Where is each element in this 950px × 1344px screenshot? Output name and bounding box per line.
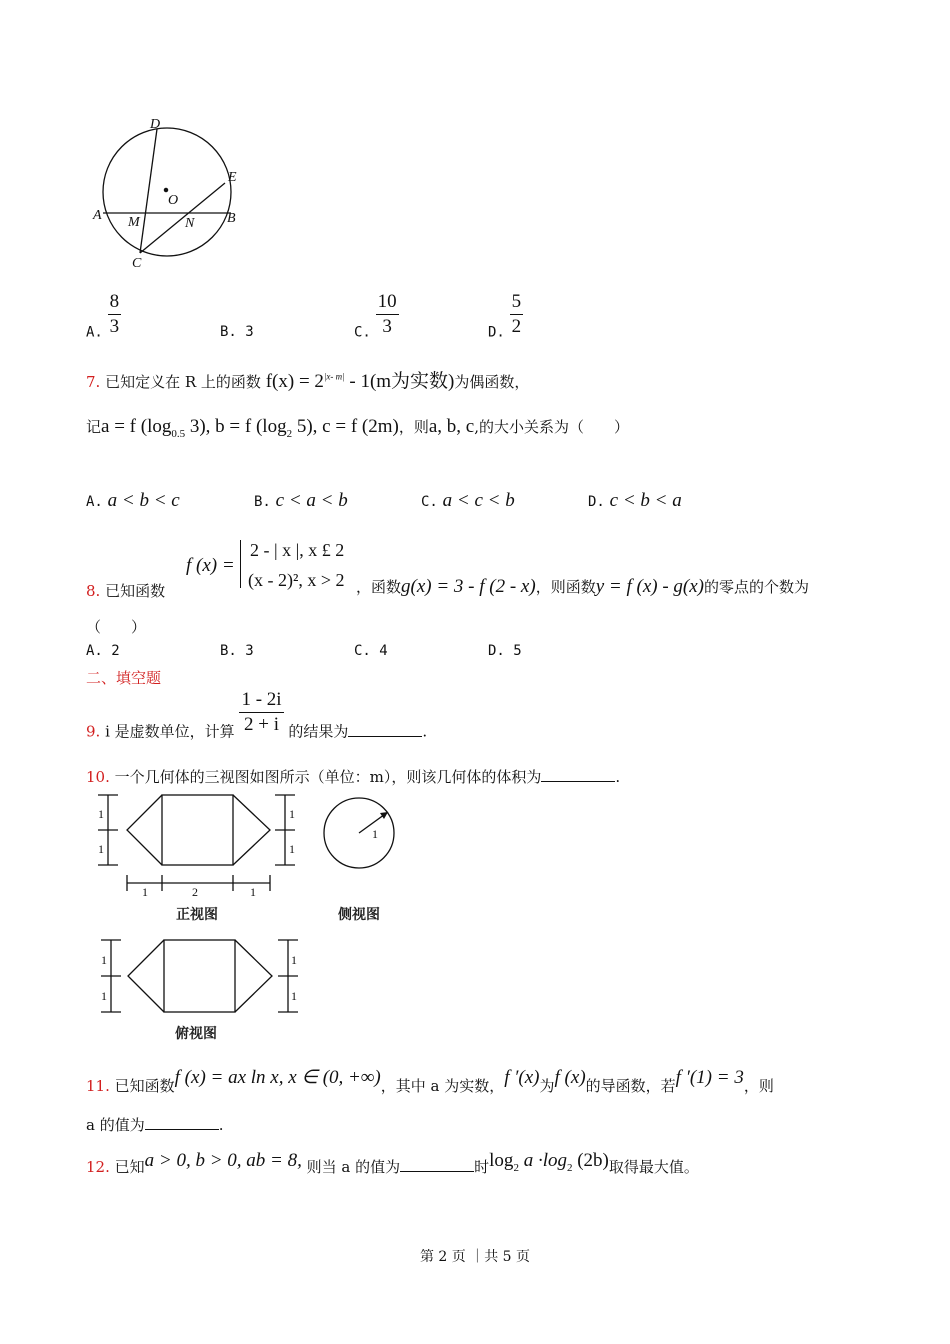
circle-geometry-figure [85,110,255,280]
svg-text:1: 1 [289,842,295,856]
svg-text:2: 2 [192,885,198,899]
svg-text:1: 1 [289,807,295,821]
q7-option-d[interactable]: D. c < b < a [588,490,682,511]
chord-dc [140,129,157,253]
q6-option-c[interactable]: C. $\frac{10}{3}$ [354,291,397,341]
svg-text:1: 1 [98,807,104,821]
label-n: N [185,216,195,231]
svg-text:1: 1 [98,842,104,856]
page-footer: 第 2 页 ｜共 5 页 [419,1249,531,1265]
label-o: O [168,193,179,208]
q8-number-prefix: 8. 已知函数 [86,582,166,600]
q6-option-a[interactable]: A. $\frac{8}{3}$ [86,291,120,341]
q8-answer-paren: （ ） [86,618,147,636]
q8-option-c[interactable]: C. 4 [354,643,388,659]
label-m: M [128,215,140,230]
fraction: $\frac{1 - 2i}{2 + i}$ [241,689,282,735]
svg-text:1: 1 [101,953,107,967]
side-view-label: 侧视图 [338,908,380,923]
q6-option-b[interactable]: B. 3 [220,324,254,340]
chord-ce [140,183,225,253]
label-e: E [228,170,237,185]
top-view-label: 俯视图 [175,1027,217,1042]
svg-text:1: 1 [101,989,107,1003]
q11-line1: 11. 已知函数f (x) = ax ln x, x ∈ (0, +∞)，其中 a 为实数，f ′(x)为f (x)的导函数，若f ′(1) = 3，则 [86,1067,774,1095]
q7-option-c[interactable]: C. a < c < b [421,490,515,511]
label-d: D [150,117,161,132]
q8-option-b[interactable]: B. 3 [220,643,254,659]
center-point [164,188,167,191]
q8-case1: 2 - | x |, x £ 2 [250,540,345,560]
q12: 12. 已知a > 0, b > 0, ab = 8, 则当 a 的值为 时$\log_2 a \cdot\log_2$ (2b)取得最大值。 [86,1150,699,1176]
q9: 9. i 是虚数单位，计算 $\frac{1 - 2i}{2 + i}$ 的结果为 . [86,689,428,741]
piecewise-brace [240,540,245,588]
svg-text:1: 1 [250,885,256,899]
q8-option-d[interactable]: D. 5 [488,643,522,659]
label-c: C [132,256,142,271]
q7-option-b[interactable]: B. c < a < b [254,490,348,511]
svg-text:1: 1 [372,827,378,841]
q7-line2: 记a = f ($\log_{0.5}$ 3), b = f ($\log_2$ 5), c = f (2m)，则a, b, c,的大小关系为（ ） [86,416,630,440]
answer-blank[interactable] [400,1157,474,1172]
answer-blank[interactable] [348,722,422,737]
svg-text:1: 1 [291,953,297,967]
q11-line2: a 的值为 . [86,1116,224,1134]
q8-rest: ，函数g(x) = 3 - f (2 - x)，则函数y = f (x) - g(x)的零点的个数为 [356,576,810,597]
section-title-fill-in: 二、填空题 [86,669,162,687]
q6-option-d[interactable]: D. $\frac{5}{2}$ [488,291,522,341]
answer-blank[interactable] [541,767,615,782]
svg-text:1: 1 [291,989,297,1003]
q10: 10. 一个几何体的三视图如图所示（单位：m），则该几何体的体积为 . [86,768,621,786]
svg-text:1: 1 [142,885,148,899]
label-a: A [93,208,102,223]
q8-case2: (x - 2)², x > 2 [248,570,345,590]
front-view-label: 正视图 [176,908,218,923]
label-b: B [227,211,236,226]
answer-blank[interactable] [145,1115,219,1130]
q8-option-a[interactable]: A. 2 [86,643,120,659]
q7-line1: 7. 已知定义在 R 上的函数 $f(x) = 2^{|x- m|} - 1(m$为实数)为偶函数， [86,371,530,392]
q8-f-lhs: f (x) = [186,555,235,576]
fraction: $\frac{8}{3}$ [109,291,120,337]
q7-option-a[interactable]: A. a < b < c [86,490,180,511]
